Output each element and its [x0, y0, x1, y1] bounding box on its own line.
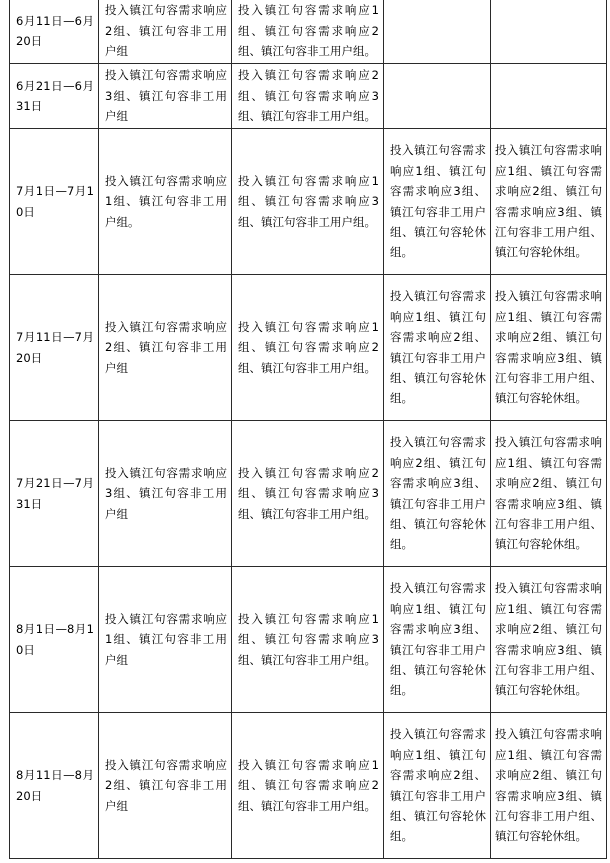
table-row	[10, 421, 607, 567]
stage-4-cell	[491, 713, 607, 859]
stage-3-cell: 投入镇江句容需求响应1组、镇江句容需求响应3组、镇江句容非工用户组、镇江句容轮休组。	[384, 567, 491, 713]
stage-3-cell	[384, 64, 491, 129]
period-cell: 7月1日—7月10日	[10, 129, 99, 275]
stage-2-cell: 投入镇江句容需求响应1组、镇江句容需求响应2组、镇江句容非工用户组。	[232, 0, 384, 64]
stage-3-cell	[384, 0, 491, 64]
period-cell: 6月21日—6月31日	[10, 64, 99, 129]
stage-3-cell: 投入镇江句容需求响应2组、镇江句容需求响应3组、镇江句容非工用户组、镇江句容轮休组。	[384, 421, 491, 567]
stage-2-cell: 投入镇江句容需求响应1组、镇江句容需求响应3组、镇江句容非工用户组。	[232, 567, 384, 713]
stage-1-cell: 投入镇江句容需求响应2组、镇江句容非工用户组	[99, 275, 232, 421]
stage-1-cell: 投入镇江句容需求响应3组、镇江句容非工用户组	[99, 421, 232, 567]
period-cell: 8月1日—8月10日	[10, 567, 99, 713]
stage-2-cell: 投入镇江句容需求响应1组、镇江句容需求响应2组、镇江句容非工用户组。	[232, 275, 384, 421]
table-row	[10, 713, 607, 859]
table-row	[10, 64, 607, 129]
stage-2-cell: 投入镇江句容需求响应2组、镇江句容需求响应3组、镇江句容非工用户组。	[232, 64, 384, 129]
stage-4-cell	[491, 64, 607, 129]
period-cell: 7月11日—7月20日	[10, 275, 99, 421]
period-cell: 6月11日—6月20日	[10, 0, 99, 64]
stage-4-cell	[491, 0, 607, 64]
stage-4-text: 投入镇江句容需求响应1组、镇江句容需求响应2组、镇江句容需求响应3组、镇江句容非工用户组、镇江句容轮休组。	[495, 143, 602, 260]
stage-3-cell: 投入镇江句容需求响应1组、镇江句容需求响应3组、镇江句容非工用户组、镇江句容轮休组。	[384, 129, 491, 275]
schedule-table	[9, 0, 607, 859]
table-row	[10, 0, 607, 64]
stage-4-cell	[491, 275, 607, 421]
stage-4-cell	[491, 421, 607, 567]
stage-4-text: 投入镇江句容需求响应1组、镇江句容需求响应2组、镇江句容需求响应3组、镇江句容非工用户组、镇江句容轮休组。	[495, 727, 602, 844]
stage-3-cell: 投入镇江句容需求响应1组、镇江句容需求响应2组、镇江句容非工用户组、镇江句容轮休组。	[384, 275, 491, 421]
stage-4-cell	[491, 567, 607, 713]
period-cell: 8月11日—8月20日	[10, 713, 99, 859]
table-row	[10, 567, 607, 713]
stage-4-cell	[491, 129, 607, 275]
stage-1-cell: 投入镇江句容需求响应2组、镇江句容非工用户组	[99, 713, 232, 859]
stage-2-cell: 投入镇江句容需求响应2组、镇江句容需求响应3组、镇江句容非工用户组。	[232, 421, 384, 567]
stage-1-cell: 投入镇江句容需求响应1组、镇江句容非工用户组。	[99, 129, 232, 275]
stage-4-text: 投入镇江句容需求响应1组、镇江句容需求响应2组、镇江句容需求响应3组、镇江句容非工用户组、镇江句容轮休组。	[495, 289, 602, 406]
stage-1-cell: 投入镇江句容需求响应3组、镇江句容非工用户组	[99, 64, 232, 129]
stage-1-cell: 投入镇江句容需求响应2组、镇江句容非工用户组	[99, 0, 232, 64]
stage-2-cell: 投入镇江句容需求响应1组、镇江句容需求响应3组、镇江句容非工用户组。	[232, 129, 384, 275]
table-row	[10, 129, 607, 275]
period-cell: 7月21日—7月31日	[10, 421, 99, 567]
stage-1-cell: 投入镇江句容需求响应1组、镇江句容非工用户组	[99, 567, 232, 713]
stage-4-text: 投入镇江句容需求响应1组、镇江句容需求响应2组、镇江句容需求响应3组、镇江句容非工用户组、镇江句容轮休组。	[495, 581, 602, 698]
table-row	[10, 275, 607, 421]
stage-3-cell: 投入镇江句容需求响应1组、镇江句容需求响应2组、镇江句容非工用户组、镇江句容轮休组。	[384, 713, 491, 859]
stage-4-text: 投入镇江句容需求响应1组、镇江句容需求响应2组、镇江句容需求响应3组、镇江句容非工用户组、镇江句容轮休组。	[495, 435, 602, 552]
stage-2-cell: 投入镇江句容需求响应1组、镇江句容需求响应2组、镇江句容非工用户组。	[232, 713, 384, 859]
